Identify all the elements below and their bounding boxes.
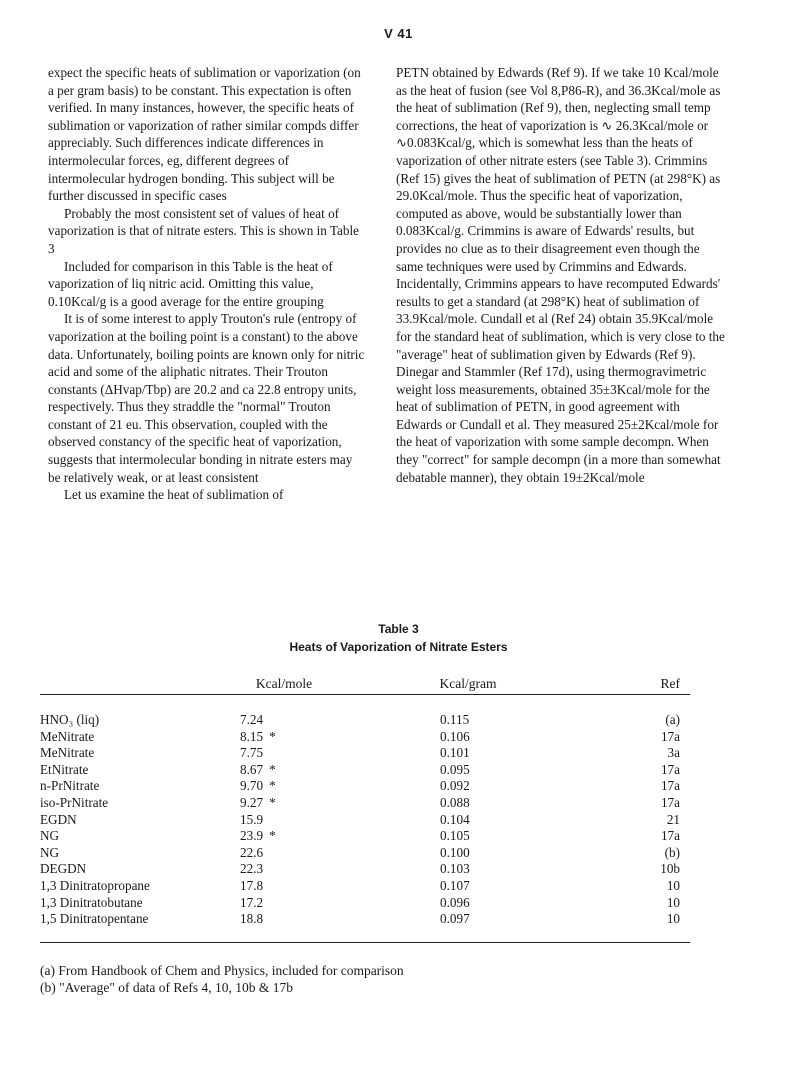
ref-value: 17a xyxy=(660,794,680,810)
table-row xyxy=(0,911,797,928)
kcal-mole-value: 22.3 xyxy=(240,861,264,877)
kcal-mole-value: 22.6 xyxy=(240,844,264,860)
paragraph: Let us examine the heat of sublimation of xyxy=(64,487,284,503)
ref-value: 21 xyxy=(666,811,680,827)
ref-value: (b) xyxy=(664,844,680,860)
kcal-gram-value: 0.095 xyxy=(440,761,470,777)
ref-value: (a) xyxy=(665,712,680,727)
compound-name: n-PrNitrate xyxy=(40,778,100,794)
kcal-mole-value: 17.2 xyxy=(240,894,264,910)
compound-name: 1,3 Dinitratobutane xyxy=(40,894,143,910)
page-label: V 41 xyxy=(384,26,413,41)
kcal-gram-value: 0.101 xyxy=(440,745,470,761)
kcal-gram-value: 0.092 xyxy=(440,778,470,794)
compound-name: EGDN xyxy=(40,811,77,827)
kcal-mole-value: 23.9 * xyxy=(240,828,276,844)
ref-value: 10 xyxy=(666,894,680,910)
ref-value: 17a xyxy=(660,761,680,777)
compound-name: MeNitrate xyxy=(40,745,95,761)
column-header-ref: Ref xyxy=(660,676,680,691)
kcal-mole-value: 7.75 xyxy=(240,745,264,761)
table-number: Table 3 xyxy=(378,622,419,636)
kcal-mole-value: 18.8 xyxy=(240,911,264,927)
kcal-gram-value: 0.088 xyxy=(440,794,470,810)
compound-name: EtNitrate xyxy=(40,761,89,777)
ref-value: 17a xyxy=(660,728,680,744)
table-note: (b) "Average" of data of Refs 4, 10, 10b & 17b xyxy=(40,980,293,995)
table-notes xyxy=(40,962,404,996)
compound-name: DEGDN xyxy=(40,861,87,877)
table-row xyxy=(0,745,797,762)
kcal-gram-value: 0.105 xyxy=(440,828,470,844)
kcal-mole-value: 17.8 xyxy=(240,877,264,893)
kcal-gram-value: 0.100 xyxy=(440,844,470,860)
paragraph: PETN obtained by Edwards (Ref 9). If we take 10 Kcal/mole as the heat of fusion (see Vol 8,P86-R), and 36.3Kcal/mole as the heat of sublimation (Ref 9), then, neglecting small temp corrections, the heat of vaporization is ∿ 26.3Kcal/mole or ∿0.083Kcal/g, which is somewhat less than the heats of vaporization of other nitrate esters (see Table 3). Crimmins (Ref 15) gives the heat of sublimation of PETN (at 298°K) as 29.0Kcal/mole. Thus the specific heat of vaporization, computed as above, would be substantially lower than 0.083Kcal/g. Crimmins is aware of Edwards' results, but provides no clue as to their disagreement even though the same techniques were used by Crimmins and Edwards. Incidentally, Crimmins appears to have recomputed Edwards' results to get a standard (at 298°K) heat of sublimation of 33.9Kcal/mole. Cundall et al (Ref 24) obtain 35.9Kcal/mole for the standard heat of sublimation, which is very close to the "average" heat of sublimation given by Edwards (Ref 9). Dinegar and Stammler (Ref 17d), using thermogravimetric weight loss measurements, obtained 35±3Kcal/mole for the heat of sublimation of PETN, in good agreement with Edwards or Cundall et al. They measured 25±2Kcal/mole for the heat of vaporization with some sample decompn. When they "correct" for sample decompn (in a more than somewhat debatable manner), they obtain 19±2Kcal/mole xyxy=(396,65,725,485)
kcal-gram-value: 0.097 xyxy=(440,911,470,927)
ref-value: 3a xyxy=(667,745,680,761)
paragraph: It is of some interest to apply Trouton's rule (entropy of vaporization at the boiling point is a constant) to the above data. Unfortunately, boiling points are known only for nitric acid and some of the aliphatic nitrates. Their Trouton constants (ΔHvap/Tbp) are 20.2 and ca 22.8 entropy units, respectively. Thus they straddle the "normal" Trouton constant of 21 eu. This observation, coupled with the observed constancy of the specific heat of vaporization, suggests that intermolecular bonding in nitrate esters may be relatively weak, or at least consistent xyxy=(48,311,365,485)
kcal-gram-value: 0.104 xyxy=(440,811,470,827)
table-row xyxy=(0,895,797,912)
table-row xyxy=(0,812,797,829)
column-header-kcal-gram: Kcal/gram xyxy=(439,676,497,691)
table-row xyxy=(0,778,797,795)
kcal-mole-value: 8.67 * xyxy=(240,761,276,777)
ref-value: 10b xyxy=(660,861,680,877)
column-header-kcal-mole: Kcal/mole xyxy=(255,676,313,691)
ref-value: 17a xyxy=(660,778,680,794)
left-text-column xyxy=(48,64,366,504)
table-header-rule xyxy=(40,694,690,695)
compound-name: NG xyxy=(40,844,60,860)
kcal-gram-value: 0.096 xyxy=(440,894,470,910)
compound-name: MeNitrate xyxy=(40,728,95,744)
table-row xyxy=(0,828,797,845)
table-row xyxy=(0,861,797,878)
compound-name: 1,3 Dinitratopropane xyxy=(40,877,150,893)
compound-name: NG xyxy=(40,828,60,844)
kcal-mole-value: 15.9 xyxy=(240,811,264,827)
table-bottom-rule xyxy=(40,942,690,943)
kcal-gram-value: 0.107 xyxy=(440,877,470,893)
paragraph: Included for comparison in this Table is the heat of vaporization of liq nitric acid. Omitting this value, 0.10Kcal/g is a good average for the entire grouping xyxy=(48,258,333,309)
table-row xyxy=(0,729,797,746)
kcal-mole-value: 7.24 xyxy=(240,712,264,727)
table-title: Heats of Vaporization of Nitrate Esters xyxy=(289,640,508,654)
ref-value: 10 xyxy=(666,877,680,893)
table-note: (a) From Handbook of Chem and Physics, included for comparison xyxy=(40,963,404,978)
paragraph: expect the specific heats of sublimation or vaporization (on a per gram basis) to be constant. This expectation is often verified. In many instances, however, the specific heats of sublimation or vaporization of rather similar compds differ appreciably. Such differences indicate differences in intermolecular forces, eg, different degrees of intermolecular hydrogen bonding. This subject will be further discussed in specific cases xyxy=(48,65,361,204)
kcal-gram-value: 0.115 xyxy=(440,712,470,727)
table-row xyxy=(0,845,797,862)
ref-value: 17a xyxy=(660,828,680,844)
table-row xyxy=(0,762,797,779)
right-text-column xyxy=(396,64,726,486)
compound-name: HNO₃ (liq) xyxy=(40,712,100,727)
table-row xyxy=(0,795,797,812)
ref-value: 10 xyxy=(666,911,680,927)
kcal-gram-value: 0.103 xyxy=(440,861,470,877)
kcal-mole-value: 9.27 * xyxy=(240,794,276,810)
compound-name: iso-PrNitrate xyxy=(40,794,109,810)
table-body xyxy=(0,712,797,928)
table-row xyxy=(0,878,797,895)
kcal-gram-value: 0.106 xyxy=(440,728,470,744)
kcal-mole-value: 8.15 * xyxy=(240,728,276,744)
kcal-mole-value: 9.70 * xyxy=(240,778,276,794)
paragraph: Probably the most consistent set of values of heat of vaporization is that of nitrate esters. This is shown in Table 3 xyxy=(48,205,359,256)
table-row xyxy=(0,712,797,729)
compound-name: 1,5 Dinitratopentane xyxy=(40,911,149,927)
